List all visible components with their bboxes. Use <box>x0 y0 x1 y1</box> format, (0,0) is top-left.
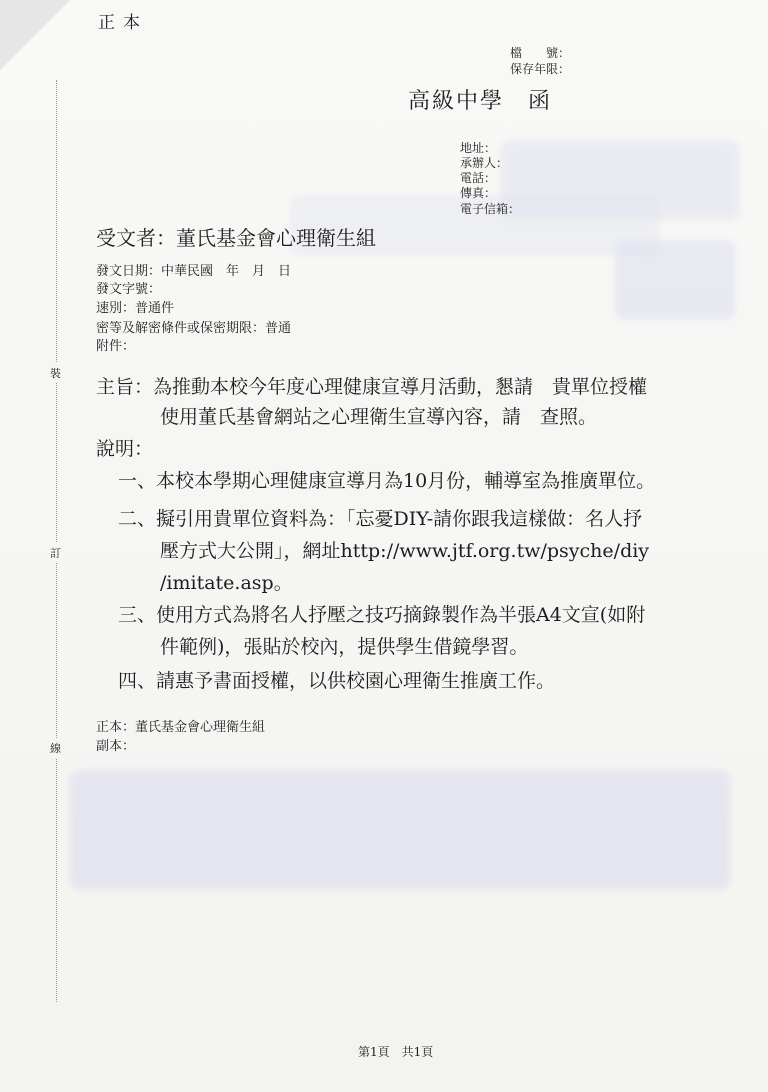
explanation-item-2: 二、擬引用貴單位資料為：「忘憂DIY-請你跟我這樣做：名人抒 <box>118 508 643 530</box>
sender-address: 地址： <box>460 141 497 155</box>
redacted-area <box>70 770 730 890</box>
distribution-copy: 副本： <box>96 739 136 754</box>
sender-phone: 電話： <box>460 171 497 185</box>
binding-char: 裝 <box>50 363 61 383</box>
document-title: 高級中學 函 <box>408 89 553 114</box>
explanation-label: 說明： <box>96 438 154 460</box>
sender-email: 電子信箱： <box>460 202 521 216</box>
retention-label: 保存年限： <box>510 62 571 76</box>
recipient: 受文者：董氏基金會心理衛生組 <box>96 226 376 250</box>
subject-line-1: 主旨：為推動本校今年度心理健康宣導月活動，懇請 貴單位授權 <box>96 376 648 398</box>
explanation-item-2-cont: /imitate.asp。 <box>160 572 293 594</box>
redacted-area <box>615 240 735 320</box>
secrecy-level: 密等及解密條件或保密期限：普通 <box>96 321 292 336</box>
redacted-area <box>500 140 740 220</box>
delivery-speed: 速別：普通件 <box>96 301 175 316</box>
copy-mark: 正本 <box>98 13 148 33</box>
folded-corner <box>0 0 70 70</box>
page-number: 第1頁 共1頁 <box>358 1045 434 1059</box>
explanation-item-2-cont: 壓方式大公開」，網址http://www.jtf.org.tw/psyche/diy <box>160 540 650 562</box>
binding-char: 訂 <box>50 543 61 563</box>
binding-char: 線 <box>50 738 61 758</box>
binding-line <box>56 80 57 1002</box>
sender-fax: 傳真： <box>460 186 497 200</box>
file-number-label: 檔 號： <box>510 46 571 60</box>
distribution-original: 正本：董氏基金會心理衛生組 <box>96 720 266 735</box>
attachment: 附件： <box>96 339 136 354</box>
issue-date: 發文日期：中華民國 年 月 日 <box>96 264 292 279</box>
explanation-item-3-cont: 件範例)，張貼於校內，提供學生借鏡學習。 <box>160 636 529 658</box>
explanation-item-4: 四、請惠予書面授權，以供校園心理衛生推廣工作。 <box>118 670 556 692</box>
explanation-item-3: 三、使用方式為將名人抒壓之技巧摘錄製作為半張A4文宣(如附 <box>118 604 646 626</box>
sender-contact: 承辦人： <box>460 156 509 170</box>
subject-line-2: 使用董氏基會網站之心理衛生宣導內容，請 查照。 <box>160 406 598 428</box>
document-number: 發文字號： <box>96 282 162 297</box>
explanation-item-1: 一、本校本學期心理健康宣導月為10月份，輔導室為推廣單位。 <box>118 470 656 492</box>
